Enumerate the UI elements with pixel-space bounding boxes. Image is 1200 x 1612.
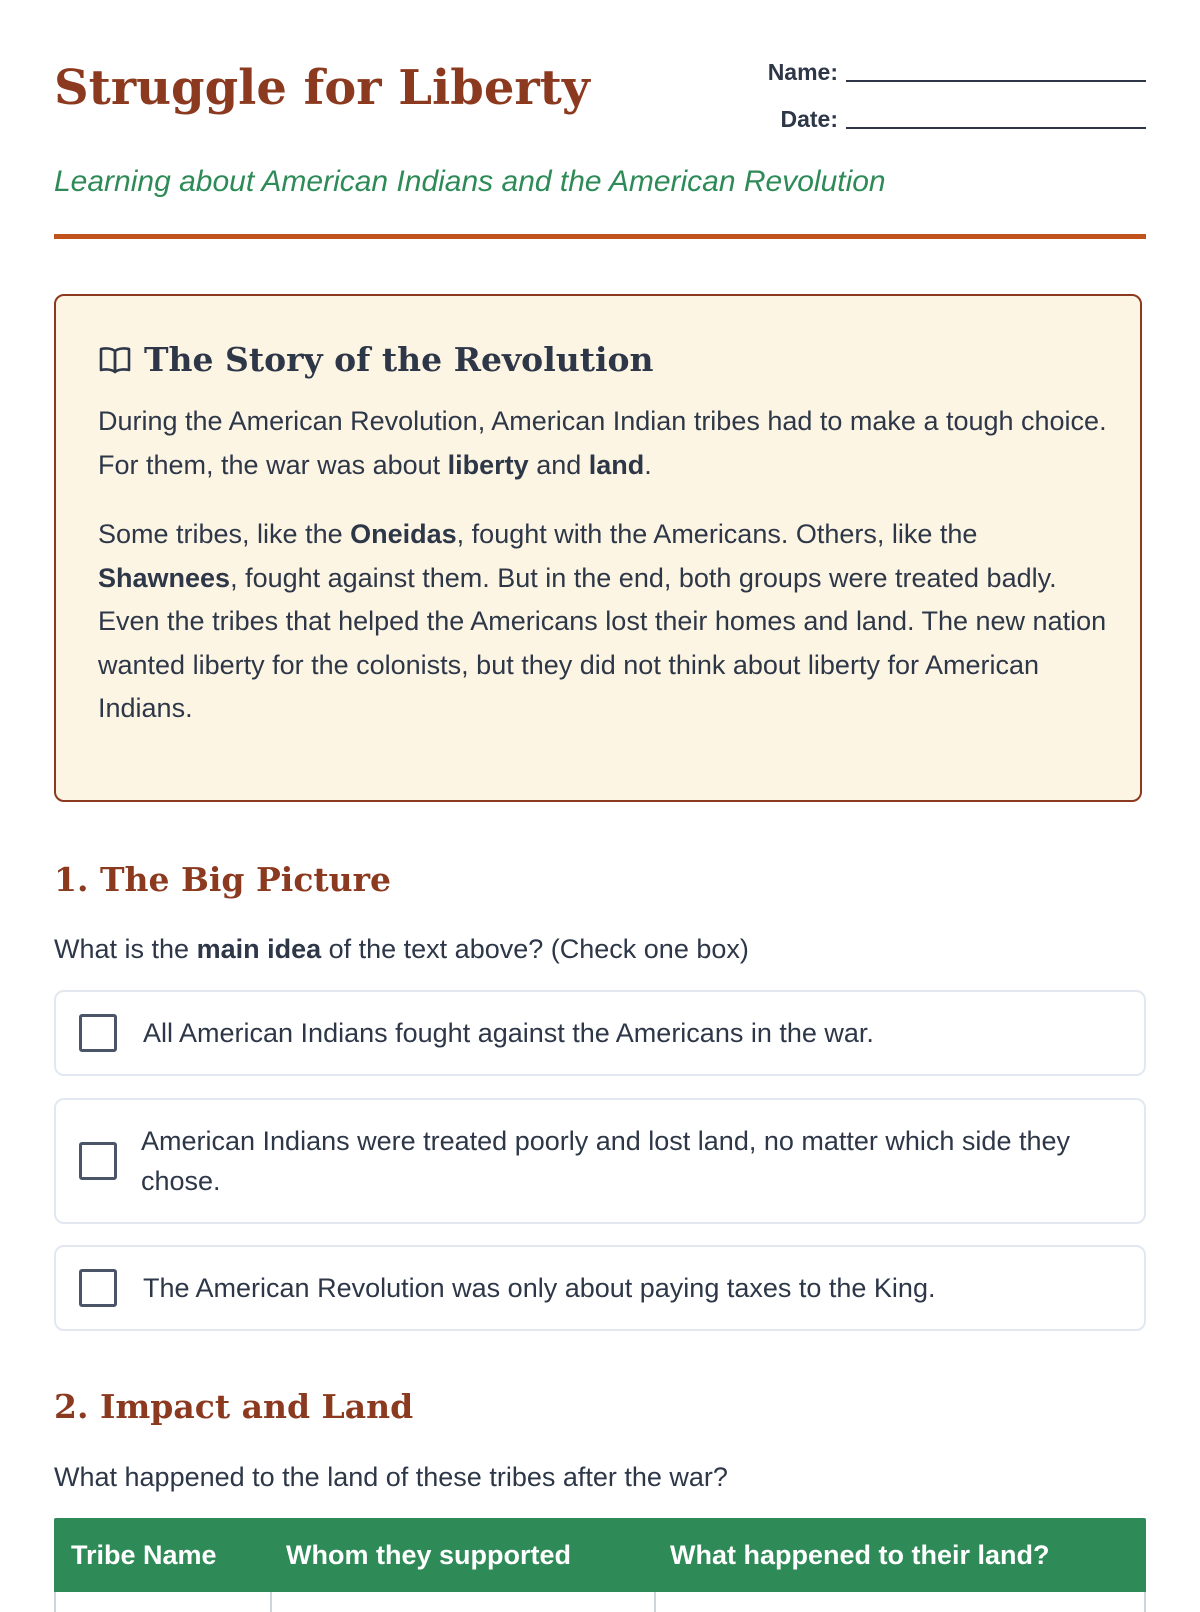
column-header-tribe-name: Tribe Name [71, 1539, 217, 1570]
story-title: The Story of the Revolution [144, 340, 654, 379]
keyword-oneidas: Oneidas [350, 519, 457, 549]
name-field[interactable] [746, 56, 1146, 84]
story-box [54, 294, 1142, 802]
section-2-prompt: What happened to the land of these tribes after the war? [54, 1462, 728, 1492]
story-paragraph-2: Some tribes, like the Oneidas, fought with the Americans. Others, like the Shawnees, fought against them. But in the end, both groups were treated badly. Even the tribes that helped the Americans lost their homes and land. The new nation wanted liberty for the colonists, but they did not think about liberty for American Indians. [98, 519, 1107, 723]
section-2-title: 2. Impact and Land [54, 1387, 414, 1426]
option-2-text: American Indians were treated poorly and lost land, no matter which side they chose. [141, 1126, 1070, 1196]
section-1-prompt: What is the main idea of the text above? (Check one box) [54, 934, 749, 964]
book-icon [98, 345, 132, 375]
table-row[interactable] [54, 1592, 1146, 1612]
answer-option-2[interactable] [54, 1098, 1146, 1224]
worksheet-header [54, 0, 1146, 240]
section-1-title: 1. The Big Picture [54, 860, 392, 899]
header-divider [54, 234, 1146, 239]
option-3-text: The American Revolution was only about paying taxes to the King. [143, 1273, 936, 1303]
story-text [98, 400, 1108, 757]
keyword-liberty: liberty [447, 449, 529, 480]
option-2-checkbox[interactable] [79, 1142, 117, 1180]
worksheet-page [54, 0, 1146, 1570]
land-table-header [54, 1518, 1146, 1592]
option-1-text: All American Indians fought against the Americans in the war. [143, 1018, 874, 1048]
column-divider [654, 1592, 656, 1612]
answer-option-1[interactable] [54, 990, 1146, 1076]
page-subtitle: Learning about American Indians and the American Revolution [54, 165, 886, 198]
answer-option-3[interactable] [54, 1245, 1146, 1331]
date-blank-line[interactable] [846, 127, 1146, 129]
story-paragraph-1: During the American Revolution, American Indian tribes had to make a tough choice. For them, the war was about liberty and land. [98, 406, 1107, 480]
date-label: Date: [780, 106, 838, 132]
column-header-land-outcome: What happened to their land? [670, 1539, 1050, 1570]
keyword-land: land [588, 449, 645, 480]
option-1-checkbox[interactable] [79, 1014, 117, 1052]
column-header-whom-supported: Whom they supported [286, 1539, 571, 1570]
page-title: Struggle for Liberty [54, 60, 590, 116]
date-field[interactable] [746, 103, 1146, 131]
name-label: Name: [767, 59, 838, 85]
column-divider [270, 1592, 272, 1612]
keyword-shawnees: Shawnees [98, 562, 231, 593]
student-fields [746, 56, 1146, 150]
name-blank-line[interactable] [846, 80, 1146, 82]
story-heading [98, 340, 654, 379]
option-3-checkbox[interactable] [79, 1269, 117, 1307]
